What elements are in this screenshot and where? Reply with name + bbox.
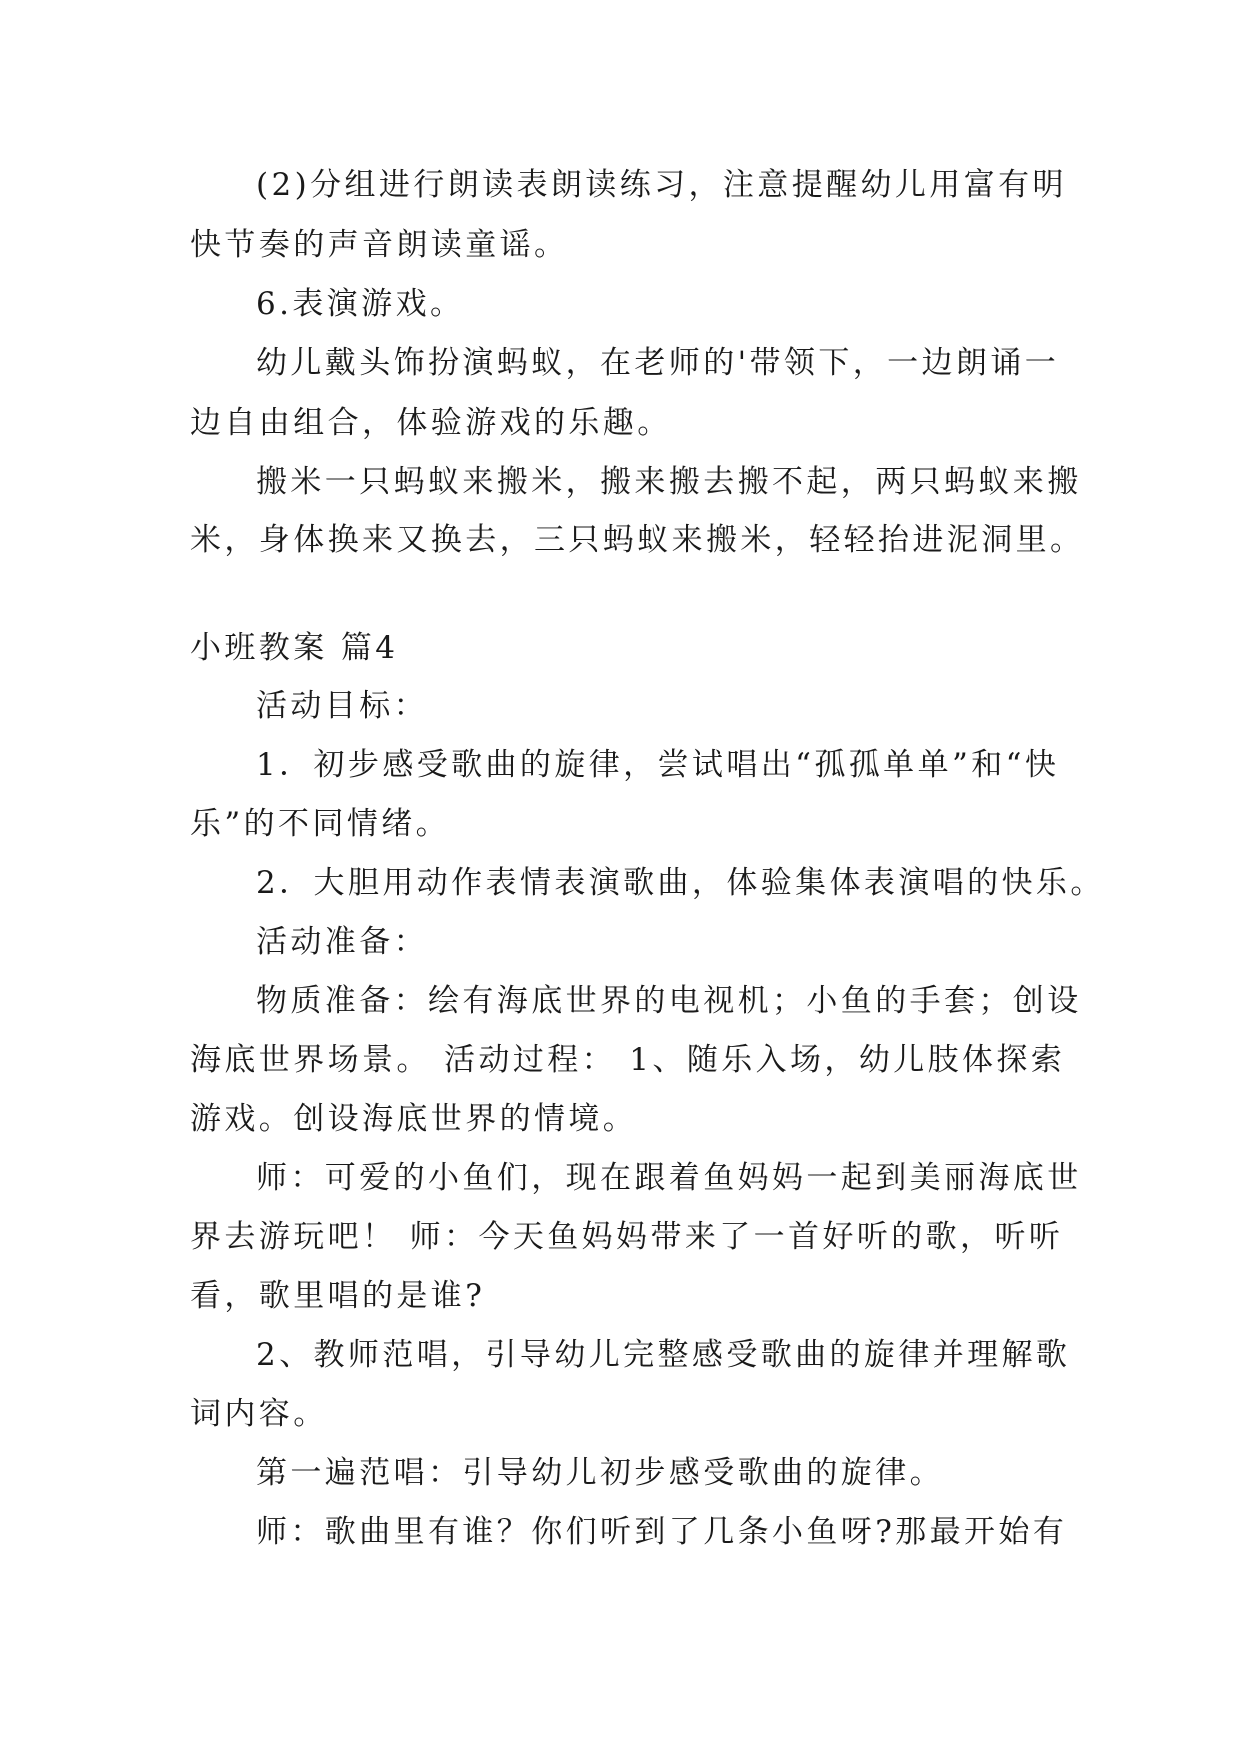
paragraph-line: 1．初步感受歌曲的旋律，尝试唱出“孤孤单单”和“快 xyxy=(256,747,1060,783)
paragraph-line: 师：可爱的小鱼们，现在跟着鱼妈妈一起到美丽海底世 xyxy=(256,1160,1082,1196)
paragraph-line: 海底世界场景。 活动过程： 1、随乐入场，幼儿肢体探索 xyxy=(190,1042,1066,1078)
paragraph-line: 幼儿戴头饰扮演蚂蚁，在老师的'带领下，一边朗诵一 xyxy=(256,345,1060,381)
paragraph-line: 搬米一只蚂蚁来搬米，搬来搬去搬不起，两只蚂蚁来搬 xyxy=(256,464,1082,500)
paragraph-line: (2)分组进行朗读表朗读练习，注意提醒幼儿用富有明 xyxy=(256,167,1067,203)
paragraph-line: 米，身体换来又换去，三只蚂蚁来搬米，轻轻抬进泥洞里。 xyxy=(190,522,1085,558)
paragraph-line: 师：歌曲里有谁？你们听到了几条小鱼呀?那最开始有 xyxy=(256,1514,1068,1550)
paragraph-line: 词内容。 xyxy=(190,1396,328,1432)
paragraph-line: 游戏。创设海底世界的情境。 xyxy=(190,1101,638,1137)
paragraph-line: 物质准备：绘有海底世界的电视机；小鱼的手套；创设 xyxy=(256,983,1082,1019)
list-item-heading: 6.表演游戏。 xyxy=(256,286,465,322)
paragraph-line: 界去游玩吧！ 师：今天鱼妈妈带来了一首好听的歌，听听 xyxy=(190,1219,1064,1255)
paragraph-line: 2、教师范唱，引导幼儿完整感受歌曲的旋律并理解歌 xyxy=(256,1337,1071,1373)
subsection-heading: 活动准备： xyxy=(256,924,428,960)
subsection-heading: 活动目标： xyxy=(256,688,428,724)
paragraph-line: 快节奏的声音朗读童谣。 xyxy=(190,227,569,263)
section-title: 小班教案 篇4 xyxy=(190,630,399,666)
paragraph-line: 边自由组合，体验游戏的乐趣。 xyxy=(190,405,672,441)
paragraph-line: 2．大胆用动作表情表演歌曲，体验集体表演唱的快乐。 xyxy=(256,865,1105,901)
paragraph-line: 第一遍范唱：引导幼儿初步感受歌曲的旋律。 xyxy=(256,1455,944,1491)
paragraph-line: 乐”的不同情绪。 xyxy=(190,806,451,842)
paragraph-line: 看，歌里唱的是谁? xyxy=(190,1278,486,1314)
